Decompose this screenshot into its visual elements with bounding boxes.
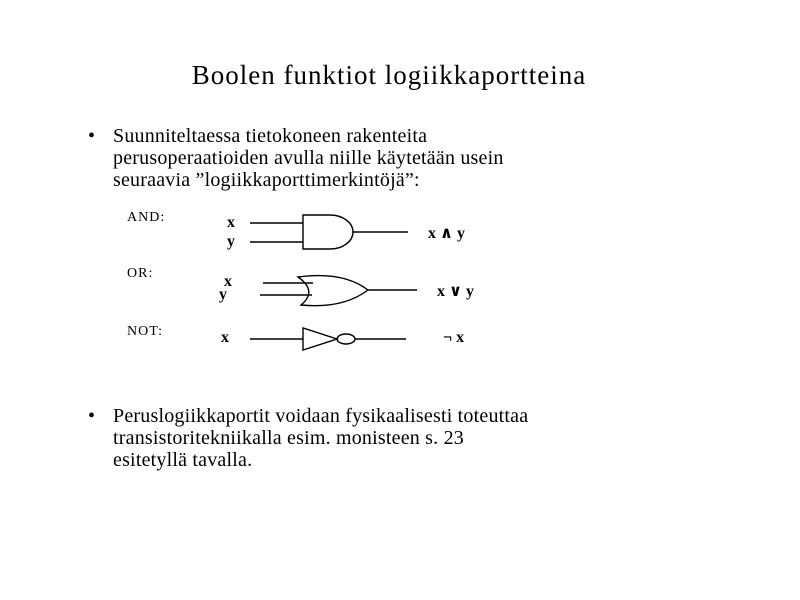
- or-gate-label: OR:: [127, 266, 154, 281]
- not-input-x-label: x: [221, 329, 229, 346]
- and-gate-icon: [245, 210, 415, 256]
- slide-title: Boolen funktiot logiikkaportteina: [191, 60, 587, 90]
- not-gate-icon: [245, 325, 415, 355]
- or-input-y-label: y: [219, 286, 227, 303]
- or-output-label: x ∨ y: [437, 283, 474, 300]
- bullet-line: transistoritekniikalla esim. monisteen s. 23: [113, 427, 464, 449]
- or-gate-icon: [245, 265, 425, 315]
- bullet-line: esitetyllä tavalla.: [113, 449, 253, 471]
- and-input-y-label: y: [227, 233, 235, 250]
- bullet-line: perusoperaatioiden avulla niille käytetään usein: [113, 147, 504, 169]
- not-gate-label: NOT:: [127, 324, 163, 339]
- bullet-marker: •: [88, 405, 96, 427]
- bullet-marker: •: [88, 125, 96, 147]
- and-gate-label: AND:: [127, 210, 166, 225]
- bullet-item-1: [88, 125, 504, 191]
- and-output-label: x ∧ y: [428, 225, 465, 242]
- or-input-x-label: x: [224, 273, 232, 290]
- not-output-label: ¬ x: [443, 329, 465, 346]
- and-input-x-label: x: [227, 214, 235, 231]
- bullet-line: seuraavia ”logiikkaporttimerkintöjä”:: [113, 169, 420, 191]
- bullet-line: Suunniteltaessa tietokoneen rakenteita: [113, 125, 428, 147]
- bullet-line: Peruslogiikkaportit voidaan fysikaalisesti toteuttaa: [113, 405, 529, 427]
- bullet-1-text: [113, 125, 504, 191]
- bullet-item-2: [88, 405, 528, 471]
- bullet-2-text: [113, 405, 528, 471]
